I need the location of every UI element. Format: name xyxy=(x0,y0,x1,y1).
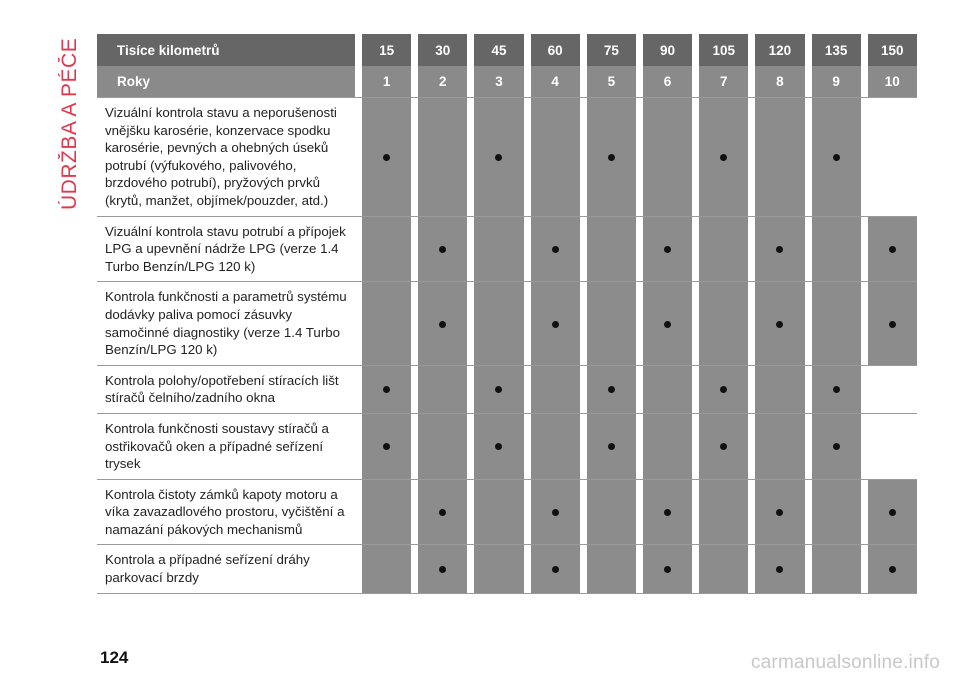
service-dot-icon xyxy=(889,509,896,516)
schedule-cell xyxy=(474,414,523,480)
schedule-cell xyxy=(587,97,636,217)
row-description: Kontrola polohy/opotřebení stíracích lišt stíračů čelního/zadního okna xyxy=(97,366,355,414)
schedule-cell xyxy=(362,480,411,546)
schedule-cell xyxy=(699,414,748,480)
header-year-value: 9 xyxy=(812,66,861,97)
column-separator xyxy=(861,217,868,283)
service-dot-icon xyxy=(833,443,840,450)
column-separator xyxy=(636,34,643,66)
service-dot-icon xyxy=(439,566,446,573)
column-separator xyxy=(524,97,531,217)
column-separator xyxy=(580,217,587,283)
column-separator xyxy=(748,414,755,480)
service-dot-icon xyxy=(664,321,671,328)
schedule-cell xyxy=(643,217,692,283)
column-separator xyxy=(467,66,474,97)
column-separator xyxy=(748,545,755,593)
header-year-value: 10 xyxy=(868,66,917,97)
column-separator xyxy=(748,34,755,66)
column-separator xyxy=(748,366,755,414)
column-separator xyxy=(580,282,587,365)
column-separator xyxy=(805,480,812,546)
column-separator xyxy=(524,545,531,593)
row-description: Vizuální kontrola stavu potrubí a přípojek LPG a upevnění nádrže LPG (verze 1.4 Turbo Benzín/LPG 120 k) xyxy=(97,217,355,283)
header-km-value: 150 xyxy=(868,34,917,66)
column-separator xyxy=(636,217,643,283)
column-separator xyxy=(748,217,755,283)
column-separator xyxy=(636,366,643,414)
maintenance-schedule-table xyxy=(97,34,917,594)
column-separator xyxy=(636,545,643,593)
column-separator xyxy=(636,66,643,97)
table-row xyxy=(97,282,917,365)
header-year-value: 1 xyxy=(362,66,411,97)
schedule-cell xyxy=(531,545,580,593)
schedule-cell xyxy=(531,282,580,365)
column-separator xyxy=(355,217,362,283)
column-separator xyxy=(805,97,812,217)
schedule-cell xyxy=(699,97,748,217)
table-body xyxy=(97,97,917,594)
schedule-cell xyxy=(755,414,804,480)
column-separator xyxy=(805,414,812,480)
service-dot-icon xyxy=(664,509,671,516)
table-row xyxy=(97,366,917,414)
column-separator xyxy=(524,34,531,66)
column-separator xyxy=(692,414,699,480)
column-separator xyxy=(524,66,531,97)
service-dot-icon xyxy=(608,154,615,161)
schedule-cell xyxy=(587,366,636,414)
schedule-cell xyxy=(812,414,861,480)
column-separator xyxy=(355,480,362,546)
service-dot-icon xyxy=(383,386,390,393)
schedule-cell xyxy=(362,366,411,414)
service-dot-icon xyxy=(552,321,559,328)
column-separator xyxy=(805,34,812,66)
schedule-cell xyxy=(868,366,917,414)
column-separator xyxy=(411,480,418,546)
column-separator xyxy=(467,34,474,66)
schedule-cell xyxy=(474,282,523,365)
column-separator xyxy=(692,366,699,414)
schedule-cell xyxy=(474,217,523,283)
schedule-cell xyxy=(362,97,411,217)
header-year-value: 7 xyxy=(699,66,748,97)
schedule-cell xyxy=(587,414,636,480)
column-separator xyxy=(805,366,812,414)
service-dot-icon xyxy=(383,443,390,450)
header-km-value: 30 xyxy=(418,34,467,66)
column-separator xyxy=(467,366,474,414)
column-separator xyxy=(580,66,587,97)
column-separator xyxy=(805,66,812,97)
schedule-cell xyxy=(531,97,580,217)
column-separator xyxy=(636,97,643,217)
schedule-cell xyxy=(699,545,748,593)
column-separator xyxy=(636,282,643,365)
column-separator xyxy=(355,97,362,217)
column-separator xyxy=(411,414,418,480)
service-dot-icon xyxy=(495,386,502,393)
table-row xyxy=(97,545,917,593)
header-km-value: 135 xyxy=(812,34,861,66)
service-dot-icon xyxy=(608,386,615,393)
schedule-cell xyxy=(587,217,636,283)
header-km-value: 105 xyxy=(699,34,748,66)
table-row xyxy=(97,97,917,217)
header-year-value: 4 xyxy=(531,66,580,97)
table-row xyxy=(97,480,917,546)
schedule-cell xyxy=(531,414,580,480)
watermark: carmanualsonline.info xyxy=(750,652,940,673)
column-separator xyxy=(636,480,643,546)
schedule-cell xyxy=(699,480,748,546)
column-separator xyxy=(692,282,699,365)
service-dot-icon xyxy=(776,246,783,253)
header-year-value: 6 xyxy=(643,66,692,97)
column-separator xyxy=(580,480,587,546)
service-dot-icon xyxy=(720,154,727,161)
column-separator xyxy=(524,282,531,365)
row-description: Vizuální kontrola stavu a neporušenosti vnějšku karosérie, konzervace spodku karosérie, pevných a ohebných úseků potrubí (výfukového, palivového, brzdového potrubí), pryžových prvků (krytů, manžet, objímek/pouzder, atd.) xyxy=(97,97,355,217)
schedule-cell xyxy=(868,282,917,365)
schedule-cell xyxy=(587,282,636,365)
service-dot-icon xyxy=(439,321,446,328)
column-separator xyxy=(524,366,531,414)
schedule-cell xyxy=(418,97,467,217)
column-separator xyxy=(748,282,755,365)
service-dot-icon xyxy=(833,386,840,393)
column-separator xyxy=(467,414,474,480)
schedule-cell xyxy=(699,366,748,414)
header-year-value: 8 xyxy=(755,66,804,97)
schedule-cell xyxy=(474,480,523,546)
column-separator xyxy=(861,97,868,217)
schedule-cell xyxy=(474,366,523,414)
schedule-cell xyxy=(418,217,467,283)
column-separator xyxy=(411,366,418,414)
column-separator xyxy=(411,217,418,283)
header-row-years xyxy=(97,66,917,97)
schedule-cell xyxy=(699,217,748,283)
column-separator xyxy=(580,97,587,217)
header-km-value: 60 xyxy=(531,34,580,66)
schedule-cell xyxy=(587,545,636,593)
service-dot-icon xyxy=(664,246,671,253)
service-dot-icon xyxy=(889,321,896,328)
service-dot-icon xyxy=(833,154,840,161)
header-km-value: 75 xyxy=(587,34,636,66)
service-dot-icon xyxy=(552,246,559,253)
service-dot-icon xyxy=(608,443,615,450)
schedule-cell xyxy=(531,480,580,546)
column-separator xyxy=(805,217,812,283)
column-separator xyxy=(692,217,699,283)
schedule-cell xyxy=(755,366,804,414)
service-dot-icon xyxy=(664,566,671,573)
header-row-kilometers xyxy=(97,34,917,66)
schedule-cell xyxy=(418,414,467,480)
service-dot-icon xyxy=(776,509,783,516)
schedule-cell xyxy=(587,480,636,546)
column-separator xyxy=(805,282,812,365)
column-separator xyxy=(411,97,418,217)
column-separator xyxy=(411,66,418,97)
column-separator xyxy=(861,414,868,480)
service-dot-icon xyxy=(439,246,446,253)
schedule-cell xyxy=(362,282,411,365)
schedule-cell xyxy=(755,217,804,283)
service-dot-icon xyxy=(552,566,559,573)
column-separator xyxy=(692,66,699,97)
schedule-cell xyxy=(531,366,580,414)
schedule-cell xyxy=(643,97,692,217)
column-separator xyxy=(467,217,474,283)
schedule-cell xyxy=(812,97,861,217)
row-description: Kontrola funkčnosti soustavy stíračů a ostřikovačů oken a případné seřízení trysek xyxy=(97,414,355,480)
schedule-cell xyxy=(868,97,917,217)
service-dot-icon xyxy=(776,321,783,328)
header-km-value: 90 xyxy=(643,34,692,66)
service-dot-icon xyxy=(552,509,559,516)
service-dot-icon xyxy=(889,566,896,573)
service-dot-icon xyxy=(495,443,502,450)
service-dot-icon xyxy=(383,154,390,161)
column-separator xyxy=(861,34,868,66)
column-separator xyxy=(355,414,362,480)
section-side-title: ÚDRŽBA A PÉČE xyxy=(58,37,81,210)
schedule-cell xyxy=(643,480,692,546)
header-label-kilometers: Tisíce kilometrů xyxy=(97,34,355,66)
column-separator xyxy=(692,480,699,546)
column-separator xyxy=(748,97,755,217)
schedule-cell xyxy=(362,545,411,593)
column-separator xyxy=(467,282,474,365)
header-year-value: 5 xyxy=(587,66,636,97)
header-label-years: Roky xyxy=(97,66,355,97)
column-separator xyxy=(861,282,868,365)
schedule-cell xyxy=(418,282,467,365)
schedule-cell xyxy=(755,480,804,546)
column-separator xyxy=(355,34,362,66)
column-separator xyxy=(748,480,755,546)
column-separator xyxy=(580,545,587,593)
schedule-cell xyxy=(812,545,861,593)
schedule-cell xyxy=(362,217,411,283)
header-year-value: 3 xyxy=(474,66,523,97)
column-separator xyxy=(355,366,362,414)
schedule-cell xyxy=(868,545,917,593)
schedule-cell xyxy=(643,545,692,593)
row-description: Kontrola funkčnosti a parametrů systému dodávky paliva pomocí zásuvky samočinné diagnostiky (verze 1.4 Turbo Benzín/LPG 120 k) xyxy=(97,282,355,365)
schedule-cell xyxy=(812,366,861,414)
service-dot-icon xyxy=(776,566,783,573)
schedule-cell xyxy=(755,97,804,217)
schedule-cell xyxy=(474,97,523,217)
schedule-cell xyxy=(643,282,692,365)
column-separator xyxy=(411,282,418,365)
schedule-cell xyxy=(531,217,580,283)
column-separator xyxy=(355,66,362,97)
schedule-cell xyxy=(474,545,523,593)
schedule-cell xyxy=(418,366,467,414)
column-separator xyxy=(748,66,755,97)
table-row xyxy=(97,217,917,283)
column-separator xyxy=(636,414,643,480)
service-dot-icon xyxy=(439,509,446,516)
column-separator xyxy=(805,545,812,593)
schedule-cell xyxy=(755,282,804,365)
schedule-cell xyxy=(812,480,861,546)
table-row xyxy=(97,414,917,480)
page-number: 124 xyxy=(100,648,129,667)
column-separator xyxy=(692,34,699,66)
schedule-cell xyxy=(418,480,467,546)
schedule-cell xyxy=(868,480,917,546)
column-separator xyxy=(580,34,587,66)
column-separator xyxy=(411,545,418,593)
row-description: Kontrola a případné seřízení dráhy parkovací brzdy xyxy=(97,545,355,593)
schedule-cell xyxy=(755,545,804,593)
column-separator xyxy=(524,414,531,480)
header-km-value: 120 xyxy=(755,34,804,66)
column-separator xyxy=(467,480,474,546)
header-year-value: 2 xyxy=(418,66,467,97)
column-separator xyxy=(692,545,699,593)
service-dot-icon xyxy=(495,154,502,161)
service-dot-icon xyxy=(720,443,727,450)
column-separator xyxy=(580,414,587,480)
header-km-value: 45 xyxy=(474,34,523,66)
column-separator xyxy=(524,480,531,546)
header-km-value: 15 xyxy=(362,34,411,66)
schedule-cell xyxy=(868,217,917,283)
column-separator xyxy=(861,366,868,414)
column-separator xyxy=(355,282,362,365)
column-separator xyxy=(524,217,531,283)
schedule-cell xyxy=(643,366,692,414)
column-separator xyxy=(692,97,699,217)
schedule-cell xyxy=(812,282,861,365)
service-dot-icon xyxy=(720,386,727,393)
column-separator xyxy=(411,34,418,66)
column-separator xyxy=(355,545,362,593)
column-separator xyxy=(861,545,868,593)
schedule-cell xyxy=(812,217,861,283)
row-description: Kontrola čistoty zámků kapoty motoru a víka zavazadlového prostoru, vyčištění a namazání pákových mechanismů xyxy=(97,480,355,546)
column-separator xyxy=(861,66,868,97)
schedule-cell xyxy=(868,414,917,480)
column-separator xyxy=(467,97,474,217)
column-separator xyxy=(580,366,587,414)
column-separator xyxy=(861,480,868,546)
schedule-cell xyxy=(418,545,467,593)
schedule-cell xyxy=(699,282,748,365)
column-separator xyxy=(467,545,474,593)
service-dot-icon xyxy=(889,246,896,253)
schedule-cell xyxy=(643,414,692,480)
schedule-cell xyxy=(362,414,411,480)
